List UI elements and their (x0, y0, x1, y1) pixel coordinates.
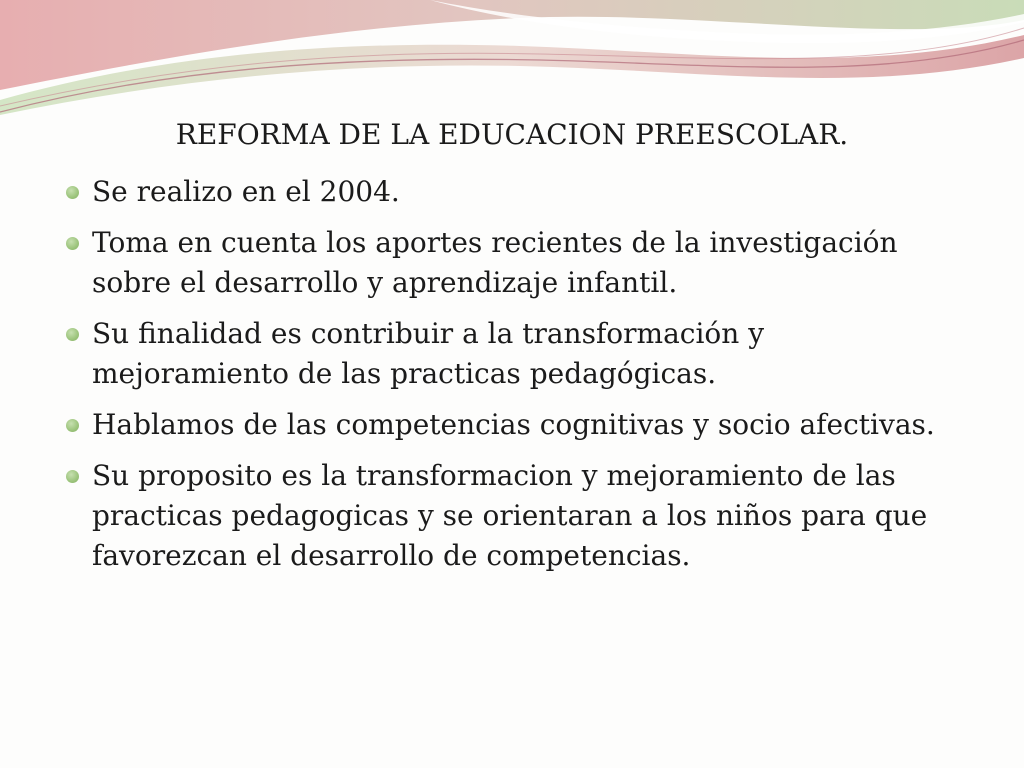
bullet-dot-icon (66, 237, 79, 250)
bullet-dot-icon (66, 186, 79, 199)
bullet-text: Hablamos de las competencias cognitivas y socio afectivas. (92, 408, 935, 441)
bullet-item (66, 223, 966, 303)
bullet-item (66, 172, 966, 212)
bullet-list (66, 172, 966, 587)
bullet-item (66, 314, 966, 394)
bullet-text: Toma en cuenta los aportes recientes de la investigación sobre el desarrollo y aprendizaje infantil. (92, 226, 898, 299)
decorative-wave-header (0, 0, 1024, 130)
bullet-text: Su proposito es la transformacion y mejoramiento de las practicas pedagogicas y se orientaran a los niños para que favorezcan el desarrollo de competencias. (92, 459, 928, 572)
bullet-dot-icon (66, 470, 79, 483)
bullet-dot-icon (66, 419, 79, 432)
bullet-item (66, 405, 966, 445)
slide-title: REFORMA DE LA EDUCACION PREESCOLAR. (175, 118, 849, 151)
bullet-dot-icon (66, 328, 79, 341)
bullet-item (66, 456, 966, 576)
bullet-text: Su finalidad es contribuir a la transformación y mejoramiento de las practicas pedagógicas. (92, 317, 765, 390)
bullet-text: Se realizo en el 2004. (92, 175, 400, 208)
